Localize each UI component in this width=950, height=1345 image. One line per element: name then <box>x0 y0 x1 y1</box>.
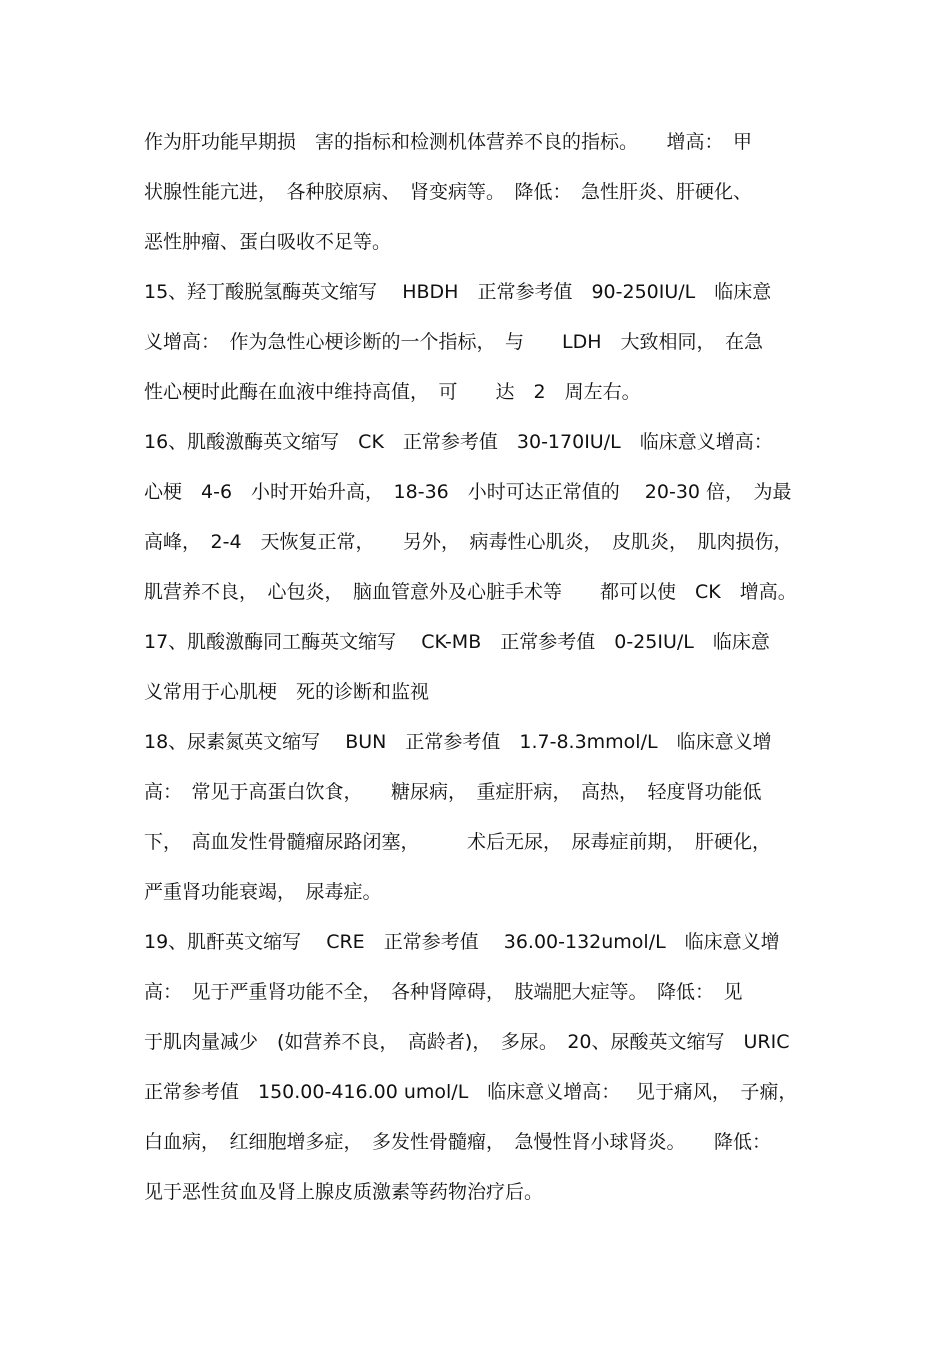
text-line: 17、肌酸激酶同工酶英文缩写 CK-MB 正常参考值 0-25IU/L 临床意 <box>144 631 770 653</box>
text-line: 正常参考值 150.00-416.00 umol/L 临床意义增高： 见于痛风， 子痫， <box>144 1081 798 1103</box>
text-line: 于肌肉量减少 (如营养不良， 高龄者)， 多尿。 20、尿酸英文缩写 URIC <box>144 1031 790 1053</box>
text-line: 高： 见于严重肾功能不全， 各种肾障碍， 肢端肥大症等。 降低： 见 <box>144 981 743 1003</box>
text-line: 心梗 4-6 小时开始升高， 18-36 小时可达正常值的 20-30 倍， 为最 <box>144 481 792 503</box>
text-line: 白血病， 红细胞增多症， 多发性骨髓瘤， 急慢性肾小球肾炎。 降低： <box>144 1131 772 1153</box>
text-line: 状腺性能亢进， 各种胶原病、 肾变病等。 降低： 急性肝炎、肝硬化、 <box>144 181 753 203</box>
text-line: 15、羟丁酸脱氢酶英文缩写 HBDH 正常参考值 90-250IU/L 临床意 <box>144 281 772 303</box>
text-line: 义常用于心肌梗 死的诊断和监视 <box>144 681 430 703</box>
text-line: 性心梗时此酶在血液中维持高值， 可 达 2 周左右。 <box>144 381 641 403</box>
body-text <box>144 117 824 1217</box>
text-line: 18、尿素氮英文缩写 BUN 正常参考值 1.7-8.3mmol/L 临床意义增 <box>144 731 772 753</box>
text-line: 义增高： 作为急性心梗诊断的一个指标， 与 LDH 大致相同， 在急 <box>144 331 764 353</box>
text-line: 恶性肿瘤、蛋白吸收不足等。 <box>144 231 392 253</box>
text-line: 高： 常见于高蛋白饮食， 糖尿病， 重症肝病， 高热， 轻度肾功能低 <box>144 781 762 803</box>
text-line: 高峰， 2-4 天恢复正常， 另外， 病毒性心肌炎， 皮肌炎， 肌肉损伤， <box>144 531 793 553</box>
text-line: 见于恶性贫血及肾上腺皮质激素等药物治疗后。 <box>144 1181 544 1203</box>
text-line: 作为肝功能早期损 害的指标和检测机体营养不良的指标。 增高： 甲 <box>144 131 753 153</box>
text-line: 19、肌酐英文缩写 CRE 正常参考值 36.00-132umol/L 临床意义增 <box>144 931 780 953</box>
text-line: 严重肾功能衰竭， 尿毒症。 <box>144 881 382 903</box>
text-line: 下， 高血发性骨髓瘤尿路闭塞， 术后无尿， 尿毒症前期， 肝硬化， <box>144 831 772 853</box>
text-line: 16、肌酸激酶英文缩写 CK 正常参考值 30-170IU/L 临床意义增高： <box>144 431 773 453</box>
text-line: 肌营养不良， 心包炎， 脑血管意外及心脏手术等 都可以使 CK 增高。 <box>144 581 797 603</box>
